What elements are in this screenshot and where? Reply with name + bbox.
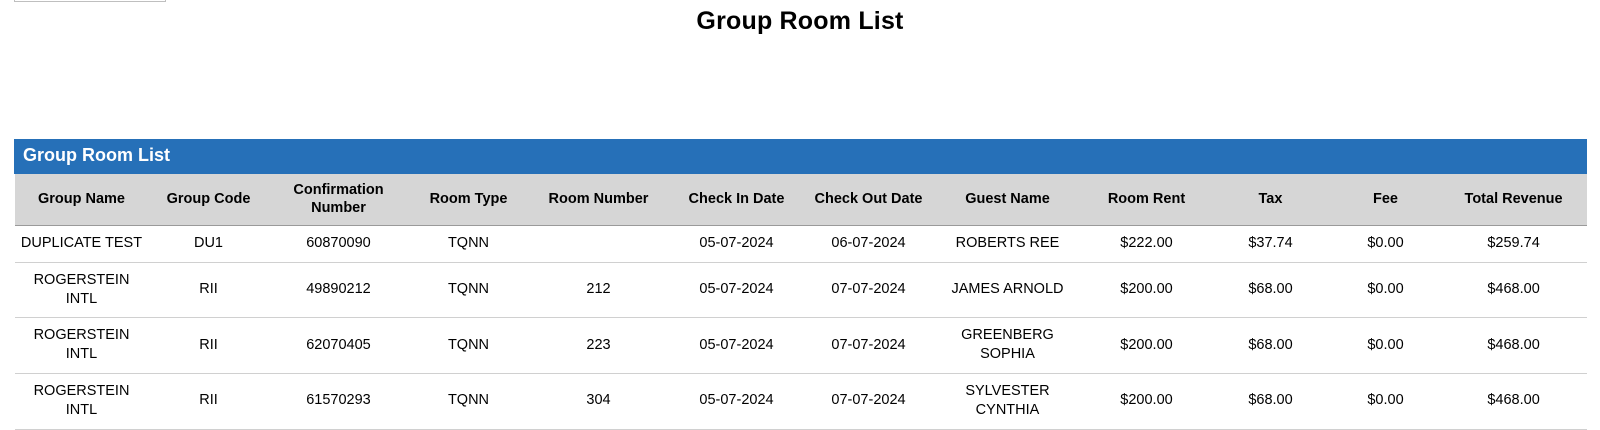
column-header-total-revenue: Total Revenue [1441, 173, 1587, 225]
cell-group-code: RII [149, 318, 269, 374]
cell-guest-name: ROBERTS REE [933, 225, 1083, 262]
cell-group-name: ROGERSTEIN INTL [15, 374, 149, 430]
column-header-confirmation-number: Confirmation Number [269, 173, 409, 225]
cell-room-number [529, 225, 669, 262]
cell-fee: $0.00 [1331, 262, 1441, 318]
cell-room-number: 223 [529, 318, 669, 374]
column-header-tax: Tax [1211, 173, 1331, 225]
column-header-guest-name: Guest Name [933, 173, 1083, 225]
cell-total-revenue: $259.74 [1441, 225, 1587, 262]
column-header-fee: Fee [1331, 173, 1441, 225]
cell-room-type: TQNN [409, 225, 529, 262]
cell-total-revenue: $468.00 [1441, 262, 1587, 318]
table-section-band [15, 140, 1587, 174]
cell-check-out-date: 06-07-2024 [805, 225, 933, 262]
cell-room-type: TQNN [409, 318, 529, 374]
cell-group-code: RII [149, 374, 269, 430]
group-room-list-table [14, 139, 1587, 430]
cell-check-in-date: 05-07-2024 [669, 262, 805, 318]
cell-room-number: 304 [529, 374, 669, 430]
page-title: Group Room List [696, 7, 904, 35]
cell-check-in-date: 05-07-2024 [669, 318, 805, 374]
cell-guest-name: GREENBERG SOPHIA [933, 318, 1083, 374]
cell-total-revenue: $468.00 [1441, 318, 1587, 374]
cell-check-in-date: 05-07-2024 [669, 225, 805, 262]
cell-check-out-date: 07-07-2024 [805, 374, 933, 430]
cell-group-name: ROGERSTEIN INTL [15, 262, 149, 318]
cell-group-name: DUPLICATE TEST [15, 225, 149, 262]
cell-confirmation-number: 60870090 [269, 225, 409, 262]
group-room-list-report [14, 139, 1563, 430]
cell-confirmation-number: 61570293 [269, 374, 409, 430]
cell-guest-name: SYLVESTER CYNTHIA [933, 374, 1083, 430]
cell-room-type: TQNN [409, 374, 529, 430]
column-header-room-type: Room Type [409, 173, 529, 225]
cell-tax: $68.00 [1211, 262, 1331, 318]
cell-group-name: ROGERSTEIN INTL [15, 318, 149, 374]
cell-tax: $68.00 [1211, 318, 1331, 374]
table-row [15, 225, 1587, 262]
cell-room-number: 212 [529, 262, 669, 318]
cell-room-rent: $200.00 [1083, 262, 1211, 318]
cell-confirmation-number: 62070405 [269, 318, 409, 374]
table-header-row-group [15, 173, 1587, 225]
cell-guest-name: JAMES ARNOLD [933, 262, 1083, 318]
cell-fee: $0.00 [1331, 374, 1441, 430]
cell-fee: $0.00 [1331, 318, 1441, 374]
cell-room-type: TQNN [409, 262, 529, 318]
table-section-band-label: Group Room List [15, 140, 1587, 174]
table-row [15, 262, 1587, 318]
cell-check-in-date: 05-07-2024 [669, 374, 805, 430]
table-body [15, 225, 1587, 429]
column-header-check-in-date: Check In Date [669, 173, 805, 225]
cell-total-revenue: $468.00 [1441, 374, 1587, 430]
cell-check-out-date: 07-07-2024 [805, 318, 933, 374]
column-header-room-number: Room Number [529, 173, 669, 225]
cell-room-rent: $200.00 [1083, 318, 1211, 374]
cell-confirmation-number: 49890212 [269, 262, 409, 318]
cell-group-code: DU1 [149, 225, 269, 262]
cell-check-out-date: 07-07-2024 [805, 262, 933, 318]
cell-fee: $0.00 [1331, 225, 1441, 262]
cell-room-rent: $200.00 [1083, 374, 1211, 430]
column-header-check-out-date: Check Out Date [805, 173, 933, 225]
table-row [15, 374, 1587, 430]
table-header-row [15, 173, 1587, 225]
cell-room-rent: $222.00 [1083, 225, 1211, 262]
column-header-group-name: Group Name [15, 173, 149, 225]
column-header-room-rent: Room Rent [1083, 173, 1211, 225]
cell-group-code: RII [149, 262, 269, 318]
cell-tax: $37.74 [1211, 225, 1331, 262]
column-header-group-code: Group Code [149, 173, 269, 225]
cell-tax: $68.00 [1211, 374, 1331, 430]
table-row [15, 318, 1587, 374]
page-corner-marker [14, 0, 166, 2]
